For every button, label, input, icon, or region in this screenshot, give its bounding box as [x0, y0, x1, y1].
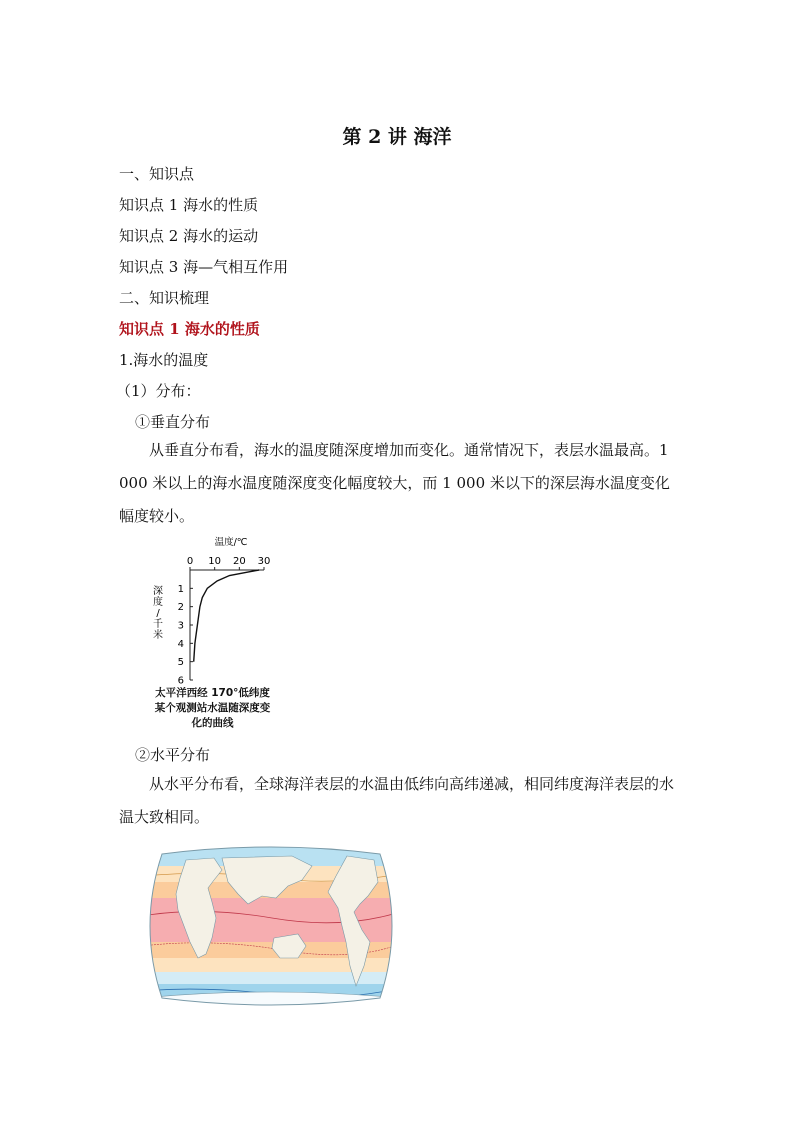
y-tick-label: 2: [177, 602, 184, 614]
chart-caption: 太平洋西经 170°低纬度某个观测站水温随深度变化的曲线: [154, 687, 271, 729]
review-heading: 二、知识梳理: [119, 289, 210, 307]
y-tick-label: 5: [177, 657, 184, 669]
x-tick-label: 0: [186, 556, 194, 567]
horizontal-distribution-label: ②水平分布: [135, 746, 211, 764]
subheading-distribution: （1）分布：: [116, 382, 201, 400]
x-tick-label: 30: [257, 556, 271, 567]
outline-item-3: 知识点 3 海—气相互作用: [119, 258, 289, 276]
y-tick-label: 1: [177, 583, 184, 595]
subheading-temperature: 1.海水的温度: [119, 351, 209, 369]
vertical-paragraph: 从垂直分布看，海水的温度随深度增加而变化。通常情况下，表层水温最高。1 000 米以上的海水温度随深度变化幅度较大，而 1 000 米以下的深层海水温度变化幅度较小。: [119, 441, 670, 525]
x-axis-label: 温度/℃: [214, 537, 248, 548]
vertical-distribution-label: ①垂直分布: [135, 413, 211, 431]
temperature-curve: [194, 570, 259, 662]
outline-item-2: 知识点 2 海水的运动: [119, 227, 259, 245]
y-axis-label: 深度/千米: [153, 586, 163, 641]
y-tick-label: 4: [177, 638, 184, 650]
horizontal-paragraph: 从水平分布看，全球海洋表层的水温由低纬向高纬递减，相同纬度海洋表层的水温大致相同。: [119, 775, 675, 826]
world-sea-temperature-map: [142, 846, 400, 1006]
page-title: 第 2 讲 海洋: [342, 126, 452, 148]
y-tick-label: 3: [177, 620, 184, 632]
outline-item-1: 知识点 1 海水的性质: [119, 196, 259, 214]
section-title: 知识点 1 海水的性质: [119, 320, 260, 338]
x-tick-label: 20: [232, 556, 246, 567]
x-tick-label: 10: [208, 556, 222, 567]
outline-heading: 一、知识点: [119, 165, 195, 183]
y-tick-label: 6: [177, 675, 184, 687]
